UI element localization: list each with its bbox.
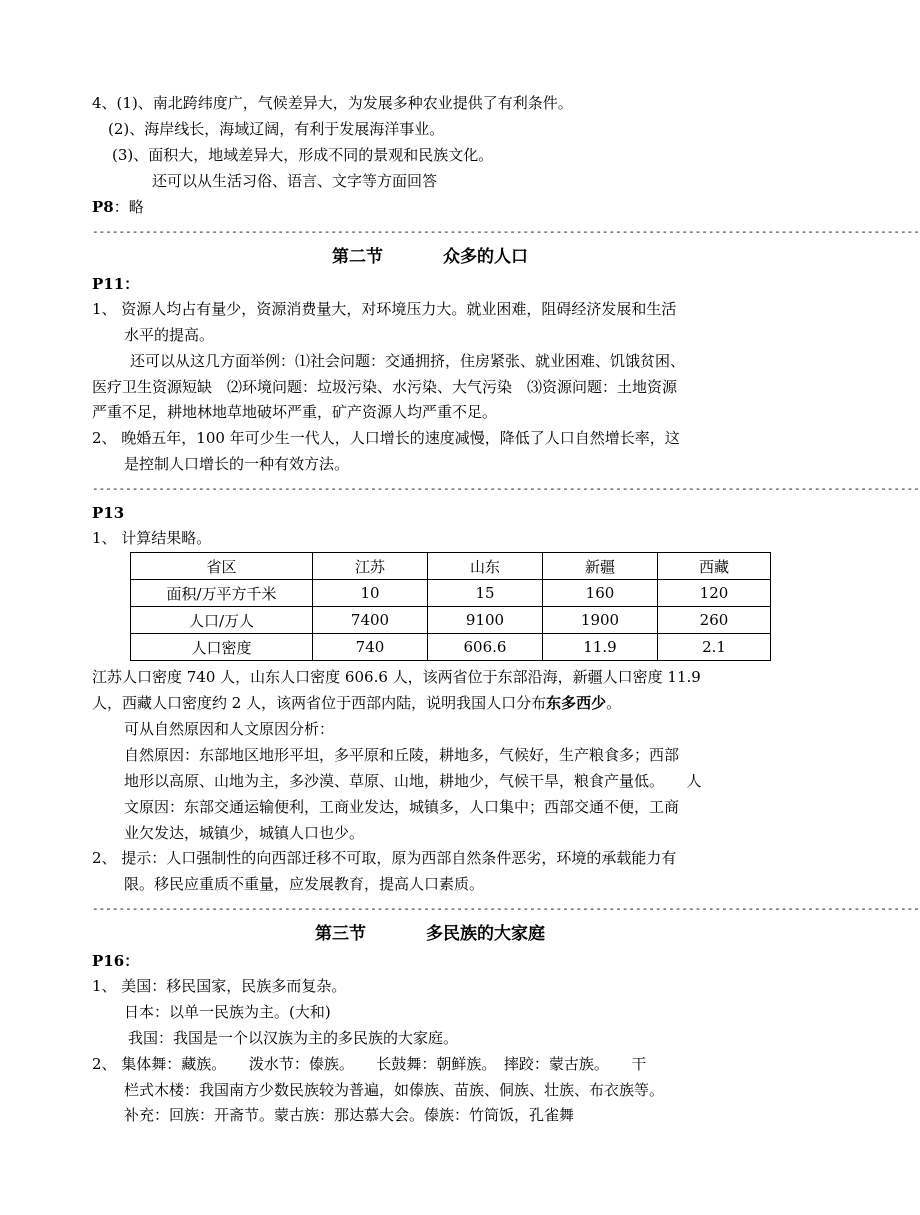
table-cell: 260 xyxy=(658,607,771,634)
density-summary-1: 江苏人口密度 740 人，山东人口密度 606.6 人，该两省位于东部沿海，新疆人口密度 11.9 xyxy=(92,668,701,686)
table-cell: 人口密度 xyxy=(131,634,313,661)
natural-reason-1: 自然原因：东部地区地形平坦，多平原和丘陵，耕地多，气候好，生产粮食多；西部 xyxy=(124,746,680,764)
table-cell: 7400 xyxy=(313,607,428,634)
table-cell: 606.6 xyxy=(428,634,543,661)
population-density-table xyxy=(130,552,771,661)
table-row xyxy=(131,580,771,607)
section-title-2: 第二节 众多的人口 xyxy=(332,247,528,267)
divider: ----------------------------------------------------------------------------------------------------------------------------- xyxy=(92,225,920,238)
table-cell: 江苏 xyxy=(313,553,428,580)
table-cell: 省区 xyxy=(131,553,313,580)
p11-examples-1: 还可以从这几方面举例：⑴社会问题：交通拥挤，住房紧张、就业困难、饥饿贫困、 xyxy=(130,352,686,370)
table-cell: 15 xyxy=(428,580,543,607)
p11-item-2-cont: 是控制人口增长的一种有效方法。 xyxy=(124,455,350,473)
table-cell: 新疆 xyxy=(543,553,658,580)
p16-item-2: 2、 集体舞：藏族。 泼水节：傣族。 长鼓舞：朝鲜族。 摔跤：蒙古族。 干 xyxy=(92,1055,647,1073)
table-cell: 120 xyxy=(658,580,771,607)
answer-4-part-2: (2)、海岸线长，海域辽阔，有利于发展海洋事业。 xyxy=(108,120,445,138)
p11-examples-2: 医疗卫生资源短缺 ⑵环境问题：垃圾污染、水污染、大气污染 ⑶资源问题：土地资源 xyxy=(92,378,678,396)
human-reason-1: 文原因：东部交通运输便利，工商业发达，城镇多，人口集中；西部交通不便，工商 xyxy=(124,798,680,816)
p16-supplement: 补充：回族：开斋节。蒙古族：那达慕大会。傣族：竹筒饭，孔雀舞 xyxy=(124,1106,575,1124)
table-cell: 2.1 xyxy=(658,634,771,661)
p8-label: P8 xyxy=(92,198,114,216)
density-summary-2: 人，西藏人口密度约 2 人，该两省位于西部内陆，说明我国人口分布东多西少。 xyxy=(92,694,622,712)
p8-answer xyxy=(92,197,144,217)
divider: ----------------------------------------------------------------------------------------------------------------------------- xyxy=(92,902,920,915)
table-cell: 1900 xyxy=(543,607,658,634)
p13-item-2: 2、 提示：人口强制性的向西部迁移不可取，原为西部自然条件恶劣，环境的承载能力有 xyxy=(92,849,677,867)
answer-4-part-1: 4、(1)、南北跨纬度广，气候差异大，为发展多种农业提供了有利条件。 xyxy=(92,94,573,112)
natural-reason-2: 地形以高原、山地为主，多沙漠、草原、山地，耕地少，气候干旱，粮食产量低。 人 xyxy=(124,772,702,790)
p11-item-1: 1、 资源人均占有量少，资源消费量大，对环境压力大。就业困难，阻碍经济发展和生活 xyxy=(92,300,677,318)
table-row xyxy=(131,634,771,661)
table-cell: 9100 xyxy=(428,607,543,634)
table-cell: 山东 xyxy=(428,553,543,580)
p11-item-1-cont: 水平的提高。 xyxy=(124,326,215,344)
table-header-row xyxy=(131,553,771,580)
table-cell: 160 xyxy=(543,580,658,607)
answer-4-part-3: (3)、面积大，地域差异大，形成不同的景观和民族文化。 xyxy=(112,146,494,164)
p16-label: P16： xyxy=(92,952,140,970)
table-row xyxy=(131,607,771,634)
analysis-intro: 可从自然原因和人文原因分析： xyxy=(124,720,335,738)
p11-examples-3: 严重不足，耕地林地草地破坏严重，矿产资源人均严重不足。 xyxy=(92,403,498,421)
p13-item-1: 1、 计算结果略。 xyxy=(92,529,212,547)
table-cell: 西藏 xyxy=(658,553,771,580)
table-cell: 人口/万人 xyxy=(131,607,313,634)
p16-japan: 日本：以单一民族为主。(大和) xyxy=(124,1003,331,1021)
table-cell: 面积/万平方千米 xyxy=(131,580,313,607)
key-conclusion: 东多西少 xyxy=(546,694,607,712)
section-title-3: 第三节 多民族的大家庭 xyxy=(315,924,545,944)
table-cell: 740 xyxy=(313,634,428,661)
p16-item-1: 1、 美国：移民国家，民族多而复杂。 xyxy=(92,977,347,995)
answer-4-note: 还可以从生活习俗、语言、文字等方面回答 xyxy=(152,172,438,190)
table-cell: 10 xyxy=(313,580,428,607)
table-cell: 11.9 xyxy=(543,634,658,661)
p11-item-2: 2、 晚婚五年，100 年可少生一代人，人口增长的速度减慢，降低了人口自然增长率，这 xyxy=(92,429,680,447)
p11-label: P11： xyxy=(92,275,140,293)
p8-text: ：略 xyxy=(113,198,144,216)
divider: ----------------------------------------------------------------------------------------------------------------------------- xyxy=(92,482,920,495)
human-reason-2: 业欠发达，城镇少，城镇人口也少。 xyxy=(124,824,365,842)
p16-item-2-cont: 栏式木楼：我国南方少数民族较为普遍，如傣族、苗族、侗族、壮族、布衣族等。 xyxy=(124,1081,665,1099)
p13-label: P13 xyxy=(92,504,125,522)
p13-item-2-cont: 限。移民应重质不重量，应发展教育，提高人口素质。 xyxy=(124,875,485,893)
p16-china: 我国：我国是一个以汉族为主的多民族的大家庭。 xyxy=(128,1029,459,1047)
